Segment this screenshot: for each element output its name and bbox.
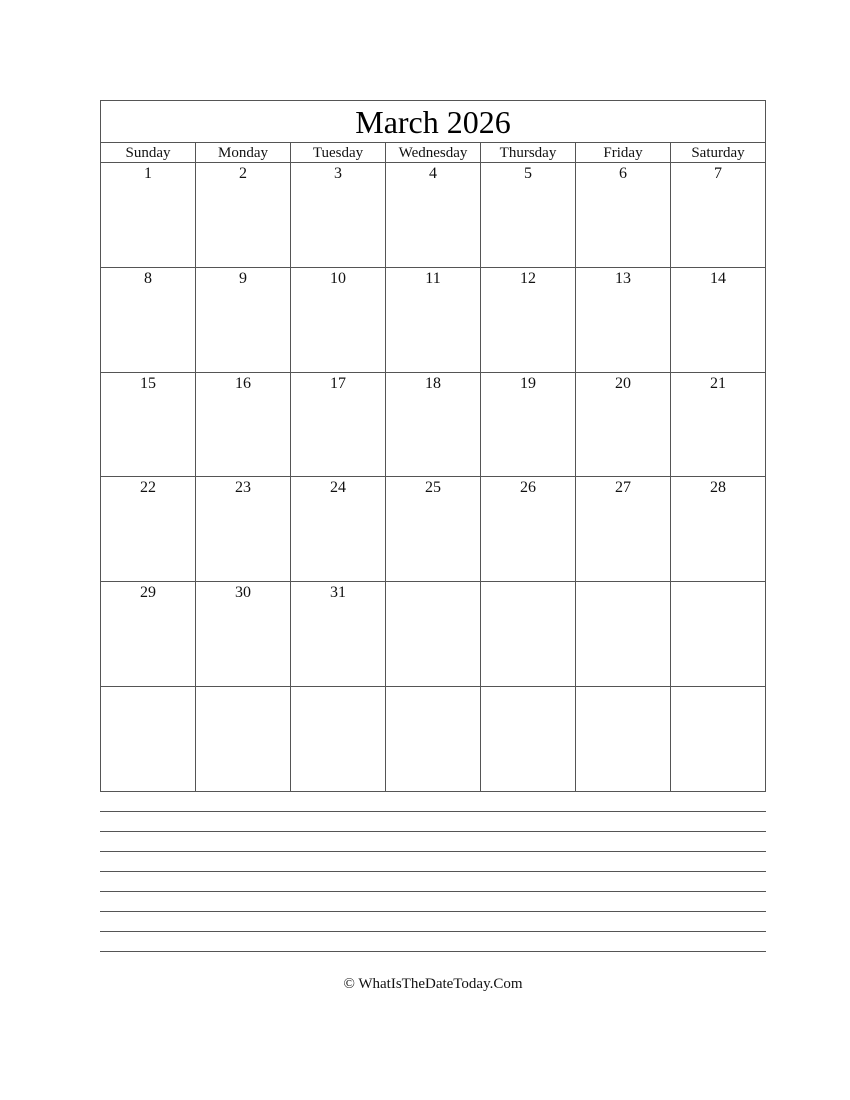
day-cell: 7	[670, 163, 765, 267]
week-row	[101, 372, 765, 477]
day-cell	[670, 687, 765, 791]
footer-copyright: © WhatIsTheDateToday.Com	[343, 976, 523, 992]
day-cell	[480, 687, 575, 791]
note-line	[100, 831, 766, 851]
weekday-wednesday: Wednesday	[385, 143, 480, 162]
weekday-tuesday: Tuesday	[290, 143, 385, 162]
week-row	[101, 163, 765, 267]
notes-area	[100, 811, 766, 971]
day-cell: 11	[385, 268, 480, 372]
weekday-sunday: Sunday	[125, 145, 171, 161]
day-cell: 1	[144, 165, 152, 182]
day-cell: 14	[670, 268, 765, 372]
day-cell: 2	[195, 163, 290, 267]
day-cell: 22	[140, 479, 156, 497]
day-cell: 13	[575, 268, 670, 372]
day-cell: 3	[290, 163, 385, 267]
day-cell: 6	[575, 163, 670, 267]
calendar-title: March 2026	[101, 101, 765, 143]
day-cell: 5	[480, 163, 575, 267]
day-cell: 27	[575, 477, 670, 581]
day-cell: 19	[480, 373, 575, 477]
week-row	[101, 267, 765, 372]
day-cell	[385, 582, 480, 686]
week-row	[101, 476, 765, 581]
note-line	[100, 891, 766, 911]
weekday-friday: Friday	[575, 143, 670, 162]
weekday-saturday: Saturday	[670, 143, 765, 162]
note-line	[100, 911, 766, 931]
note-line	[100, 811, 766, 831]
day-cell: 30	[195, 582, 290, 686]
day-cell: 29	[140, 584, 156, 602]
day-cell	[290, 687, 385, 791]
weekday-header-row	[101, 143, 765, 163]
weekday-thursday: Thursday	[480, 143, 575, 162]
day-cell: 20	[575, 373, 670, 477]
day-cell: 23	[195, 477, 290, 581]
note-line	[100, 871, 766, 891]
calendar	[100, 100, 766, 792]
day-cell: 10	[290, 268, 385, 372]
day-cell: 21	[670, 373, 765, 477]
day-cell: 16	[195, 373, 290, 477]
week-row	[101, 581, 765, 686]
day-cell	[101, 687, 195, 791]
day-cell: 17	[290, 373, 385, 477]
day-cell: 18	[385, 373, 480, 477]
calendar-grid	[101, 163, 765, 791]
day-cell: 31	[290, 582, 385, 686]
day-cell	[480, 582, 575, 686]
weekday-monday: Monday	[195, 143, 290, 162]
week-row	[101, 686, 765, 791]
note-line	[100, 951, 766, 971]
day-cell: 12	[480, 268, 575, 372]
note-line	[100, 851, 766, 871]
day-cell	[385, 687, 480, 791]
day-cell	[575, 687, 670, 791]
day-cell: 28	[670, 477, 765, 581]
day-cell	[575, 582, 670, 686]
day-cell: 8	[144, 269, 152, 287]
note-line	[100, 931, 766, 951]
day-cell: 15	[140, 374, 156, 392]
day-cell	[195, 687, 290, 791]
day-cell: 26	[480, 477, 575, 581]
day-cell	[670, 582, 765, 686]
day-cell: 24	[290, 477, 385, 581]
day-cell: 9	[195, 268, 290, 372]
day-cell: 25	[385, 477, 480, 581]
day-cell: 4	[385, 163, 480, 267]
